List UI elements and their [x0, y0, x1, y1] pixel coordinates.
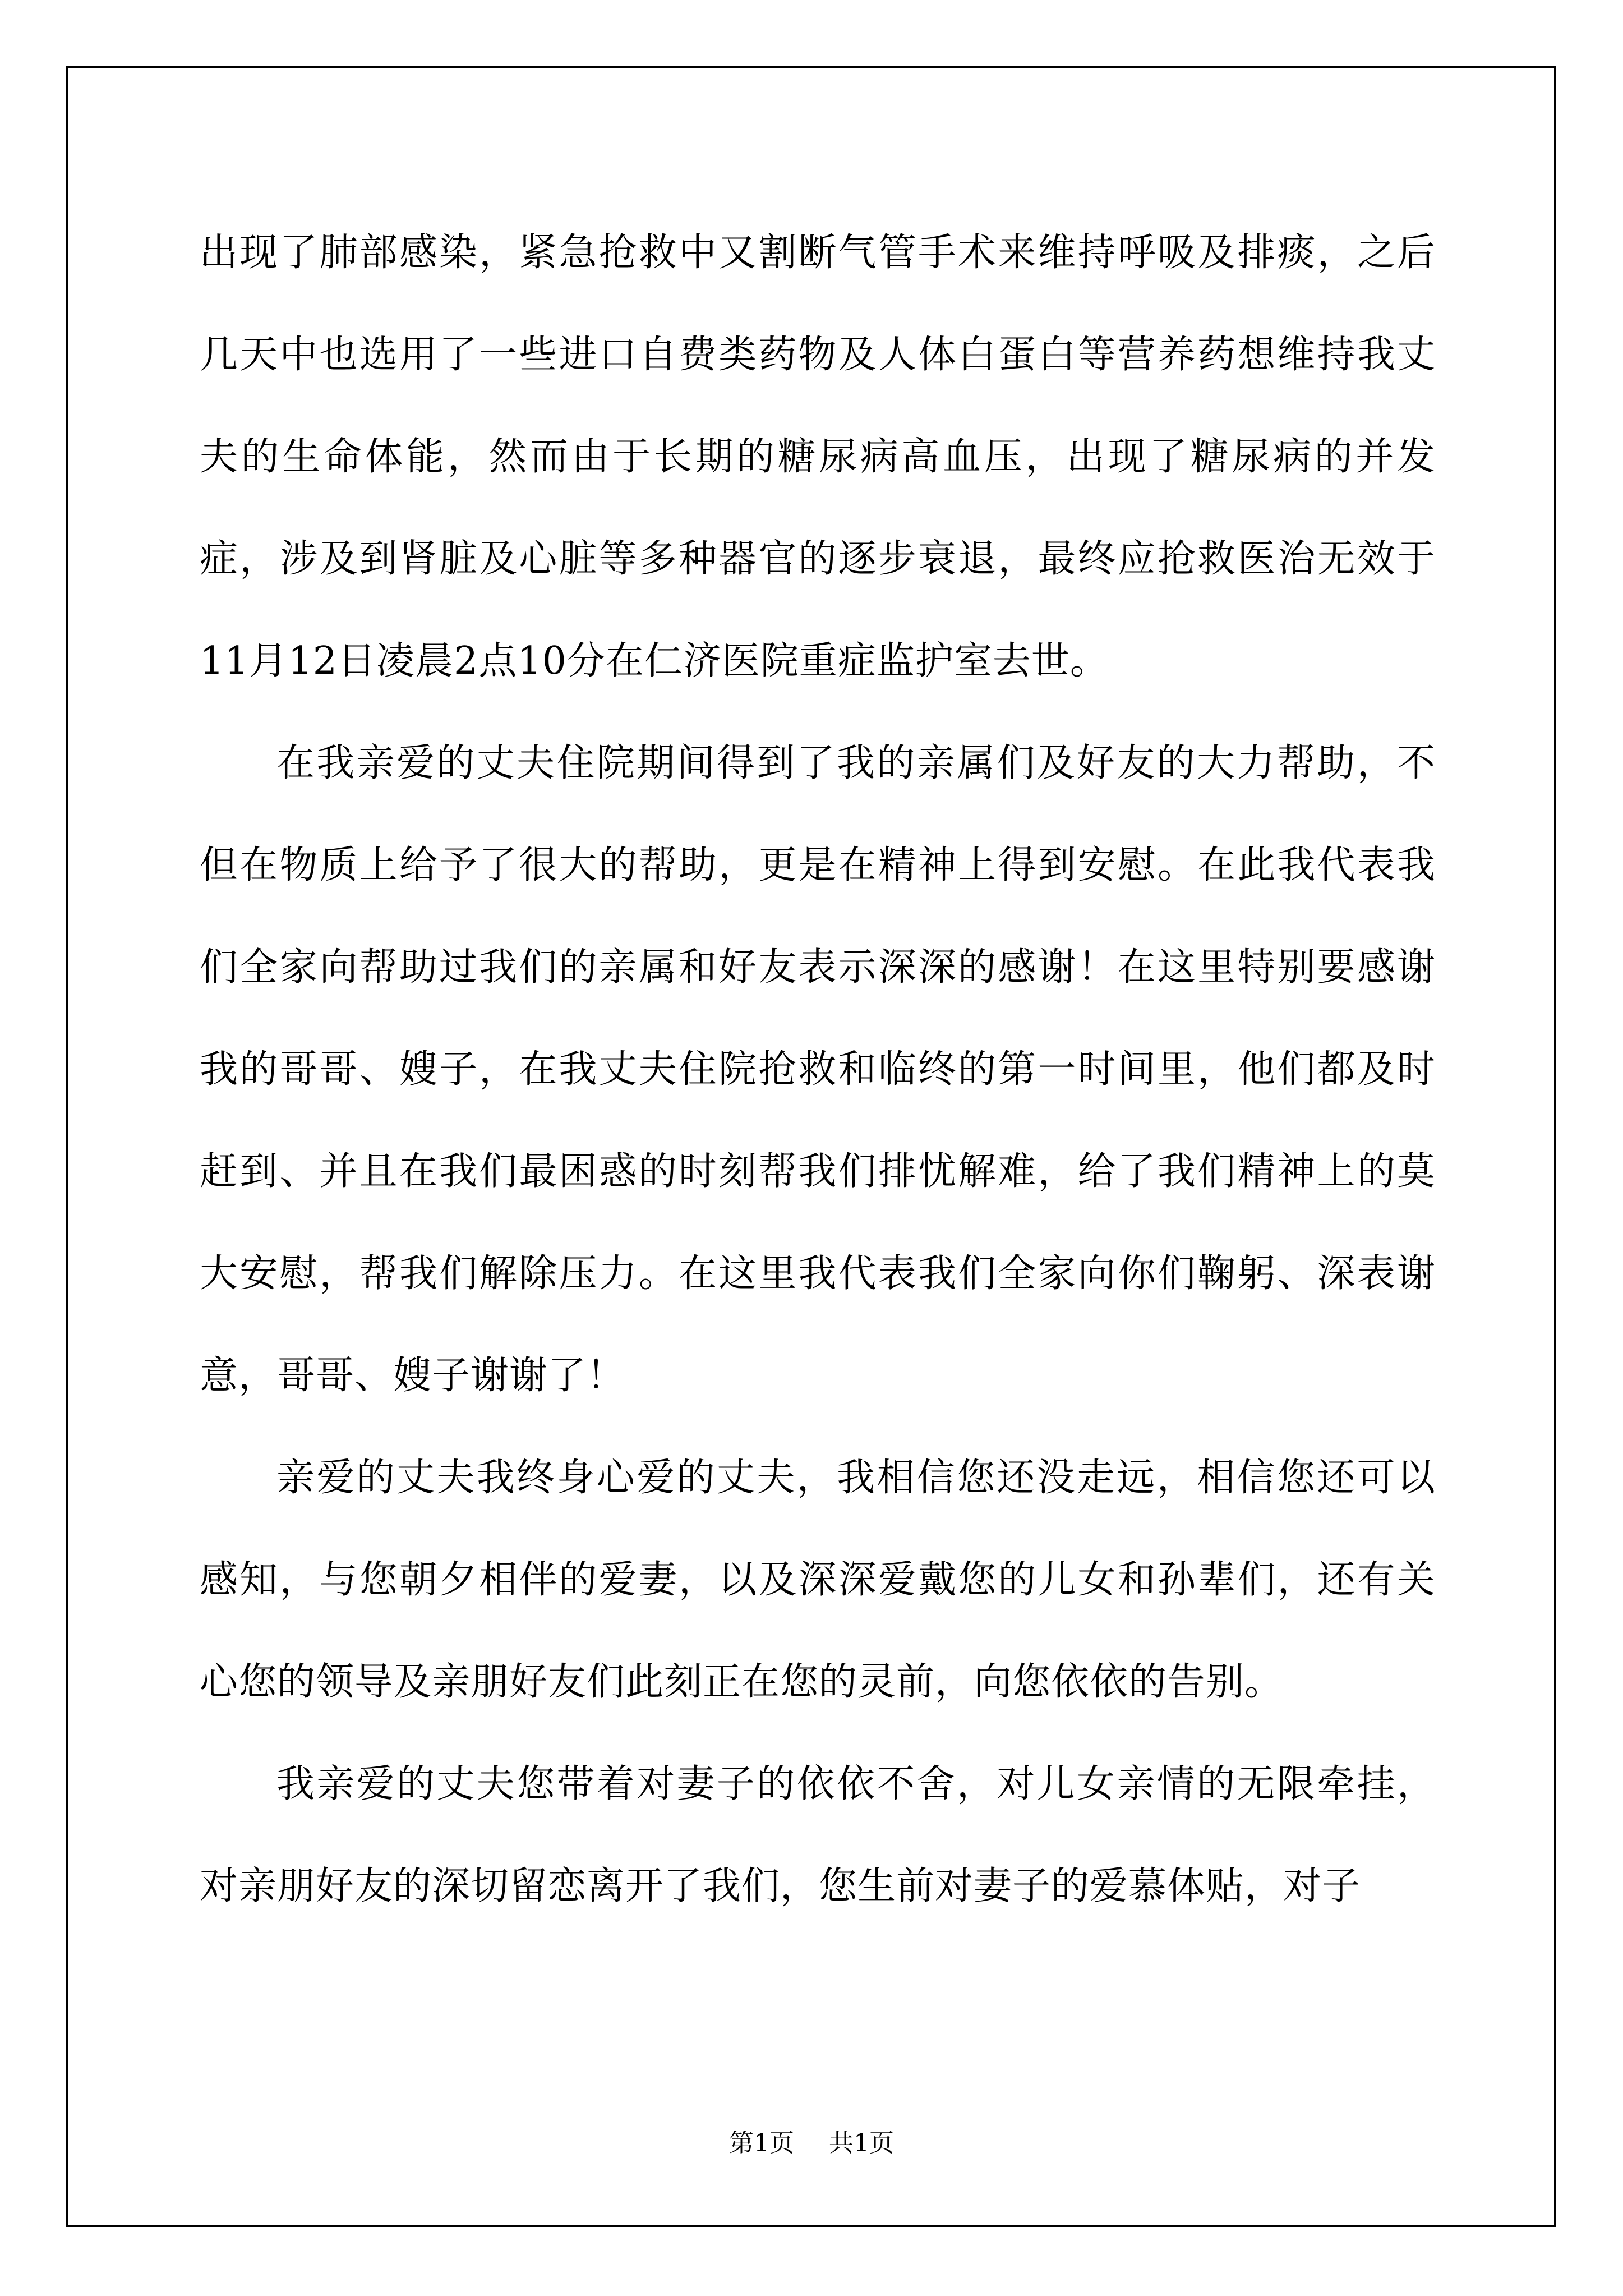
paragraph-3: 亲爱的丈夫我终身心爱的丈夫，我相信您还没走远，相信您还可以感知，与您朝夕相伴的爱妻，以及深深爱戴您的儿女和孙辈们，还有关心您的领导及亲朋好友们此刻正在您的灵前，向您依依的告别。 — [200, 1456, 1436, 1704]
document-body — [200, 202, 1436, 1938]
page-footer — [0, 2123, 1623, 2159]
page-number-current: 第1页 — [729, 2129, 794, 2157]
paragraph-1: 出现了肺部感染，紧急抢救中又割断气管手术来维持呼吸及排痰，之后几天中也选用了一些进口自费类药物及人体白蛋白等营养药想维持我丈夫的生命体能，然而由于长期的糖尿病高血压，出现了糖尿病的并发症，涉及到肾脏及心脏等多种器官的逐步衰退，最终应抢救医治无效于11月12日凌晨2点10分在仁济医院重症监护室去世。 — [200, 231, 1436, 683]
page-number-total: 共1页 — [829, 2129, 894, 2157]
paragraph-4: 我亲爱的丈夫您带着对妻子的依依不舍，对儿女亲情的无限牵挂，对亲朋好友的深切留恋离开了我们，您生前对妻子的爱慕体贴，对子 — [200, 1762, 1436, 1908]
paragraph-2: 在我亲爱的丈夫住院期间得到了我的亲属们及好友的大力帮助，不但在物质上给予了很大的帮助，更是在精神上得到安慰。在此我代表我们全家向帮助过我们的亲属和好友表示深深的感谢！在这里特别要感谢我的哥哥、嫂子，在我丈夫住院抢救和临终的第一时间里，他们都及时赶到、并且在我们最困惑的时刻帮我们排忧解难，给了我们精神上的莫大安慰，帮我们解除压力。在这里我代表我们全家向你们鞠躬、深表谢意，哥哥、嫂子谢谢了！ — [200, 741, 1436, 1398]
